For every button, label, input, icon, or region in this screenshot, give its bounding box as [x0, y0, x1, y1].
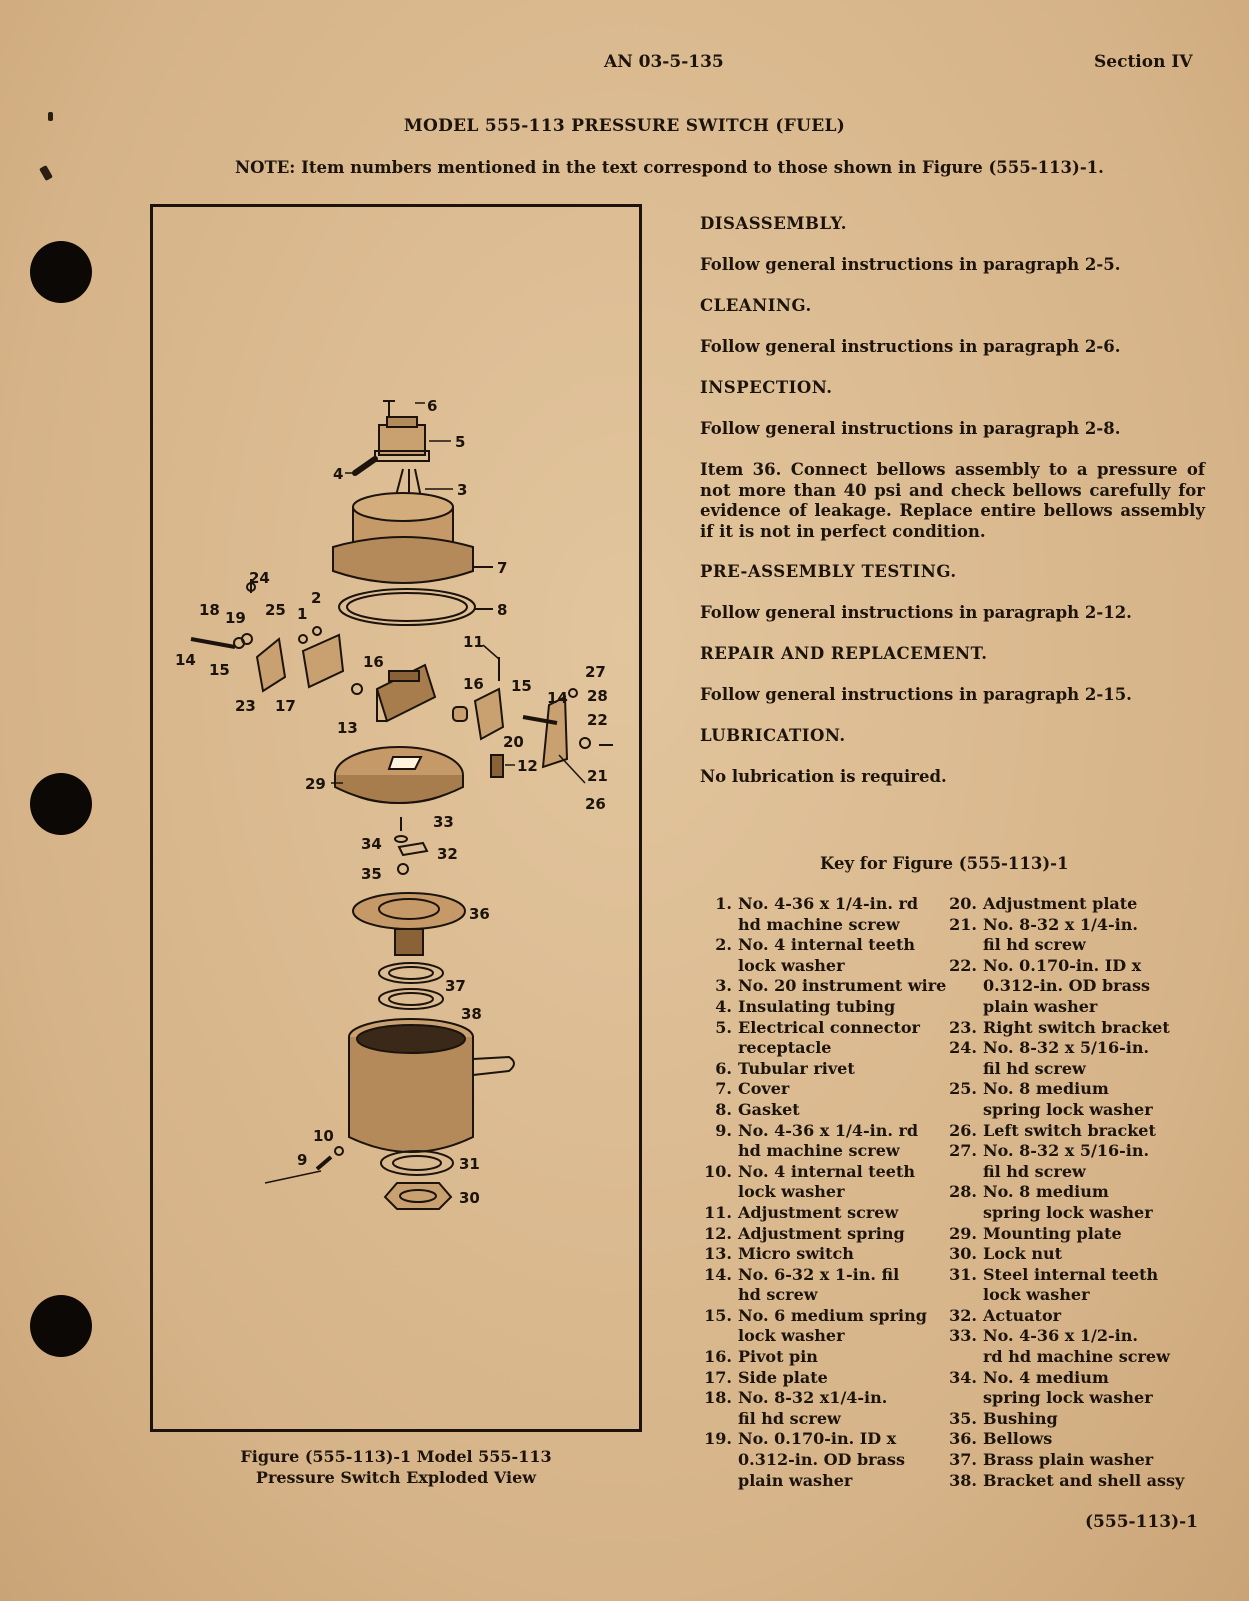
key-item: [935, 1018, 1235, 1039]
key-item-number: 25.: [949, 1079, 977, 1099]
document-number: AN 03-5-135: [604, 52, 724, 72]
key-column-1: [690, 894, 950, 1491]
callout-label: 26: [585, 795, 606, 813]
callout-label: 23: [235, 697, 256, 715]
key-item-description: Bellows: [983, 1429, 1053, 1449]
key-item-number: 17.: [704, 1367, 732, 1387]
callout-label: 28: [587, 687, 608, 705]
key-item-number: 15.: [704, 1305, 732, 1325]
key-item: [690, 1368, 950, 1389]
key-item-description: Adjustment screw: [738, 1202, 899, 1222]
key-item-description: Left switch bracket: [983, 1120, 1156, 1140]
heading-lubrication: LUBRICATION.: [700, 726, 846, 745]
key-item-description: Adjustment spring: [738, 1223, 905, 1243]
key-column-2: [935, 894, 1235, 1491]
key-item-description: No. 20 instrument wire: [738, 976, 947, 996]
callout-label: 27: [585, 663, 606, 681]
heading-inspection: INSPECTION.: [700, 378, 833, 397]
key-item-description: No. 4 medium spring lock washer: [983, 1367, 1153, 1408]
binder-hole: [30, 1295, 92, 1357]
caption-line: Figure (555-113)-1 Model 555-113: [240, 1447, 552, 1466]
callout-label: 8: [497, 601, 508, 619]
key-item: [690, 1059, 950, 1080]
key-item-number: 30.: [949, 1244, 977, 1264]
heading-pre-assembly-testing: PRE-ASSEMBLY TESTING.: [700, 562, 957, 581]
key-item-description: Steel internal teeth lock washer: [983, 1264, 1159, 1305]
key-item: [690, 1347, 950, 1368]
callout-label: 15: [511, 677, 532, 695]
key-item-number: 35.: [949, 1408, 977, 1428]
page-title: MODEL 555-113 PRESSURE SWITCH (FUEL): [403, 116, 846, 136]
key-item-description: Micro switch: [738, 1244, 854, 1264]
callout-label: 15: [209, 661, 230, 679]
callout-label: 34: [361, 835, 382, 853]
callout-label: 21: [587, 767, 608, 785]
key-item: [690, 1079, 950, 1100]
key-item-description: Adjustment plate: [983, 894, 1138, 913]
key-item-description: Lock nut: [983, 1244, 1062, 1264]
key-item-description: Electrical connector receptacle: [738, 1017, 920, 1058]
callout-label: 13: [337, 719, 358, 737]
key-item-number: 16.: [704, 1347, 732, 1367]
key-item-description: Actuator: [983, 1305, 1062, 1325]
key-item: [690, 1429, 950, 1491]
key-item-number: 7.: [715, 1079, 732, 1099]
key-item: [935, 1368, 1235, 1409]
key-item-number: 23.: [949, 1017, 977, 1037]
heading-repair-and-replacement: REPAIR AND REPLACEMENT.: [700, 644, 988, 663]
key-item-description: Tubular rivet: [738, 1058, 855, 1078]
key-item: [935, 1265, 1235, 1306]
callout-label: 5: [455, 433, 466, 451]
callout-label: 30: [459, 1189, 480, 1207]
callout-label: 22: [587, 711, 608, 729]
key-item: [690, 1306, 950, 1347]
key-item-number: 22.: [949, 955, 977, 975]
key-item-description: No. 6-32 x 1-in. fil hd screw: [738, 1264, 900, 1305]
callout-label: 33: [433, 813, 454, 831]
callout-label: 12: [517, 757, 538, 775]
exploded-view-diagram: [153, 207, 639, 1429]
key-item: [935, 1224, 1235, 1245]
key-item-description: No. 8 medium spring lock washer: [983, 1079, 1153, 1119]
key-item-description: No. 0.170-in. ID x 0.312-in. OD brass plain washer: [738, 1429, 905, 1490]
key-item: [935, 1471, 1235, 1492]
key-item-number: 4.: [715, 996, 732, 1016]
key-item-number: 34.: [949, 1367, 977, 1387]
key-item-description: No. 4-36 x 1/4-in. rd hd machine screw: [738, 894, 919, 934]
key-item-number: 20.: [949, 894, 977, 913]
callout-label: 2: [311, 589, 322, 607]
note-line: NOTE: Item numbers mentioned in the text correspond to those shown in Figure (555-113)-1.: [235, 158, 1104, 177]
callout-label: 6: [427, 397, 438, 415]
key-item-description: Right switch bracket: [983, 1017, 1170, 1037]
key-item-number: 8.: [715, 1099, 732, 1119]
key-item: [690, 1203, 950, 1224]
callout-label: 18: [199, 601, 220, 619]
key-item-description: No. 4 internal teeth lock washer: [738, 1161, 915, 1202]
key-item-description: No. 6 medium spring lock washer: [738, 1305, 927, 1346]
callout-label: 35: [361, 865, 382, 883]
key-item-number: 32.: [949, 1305, 977, 1325]
key-item: [935, 915, 1235, 956]
key-item-number: 38.: [949, 1470, 977, 1490]
key-item: [690, 1018, 950, 1059]
heading-cleaning: CLEANING.: [700, 296, 812, 315]
key-item: [935, 1079, 1235, 1120]
key-item-number: 27.: [949, 1141, 977, 1161]
key-item: [935, 1450, 1235, 1471]
key-item-number: 14.: [704, 1264, 732, 1284]
key-item-description: No. 8-32 x1/4-in. fil hd screw: [738, 1388, 888, 1428]
section-label: Section IV: [1094, 52, 1193, 72]
key-item-description: No. 4-36 x 1/4-in. rd hd machine screw: [738, 1120, 919, 1161]
paragraph-inspection: Follow general instructions in paragraph 2-8.: [700, 419, 1121, 438]
caption-line: Pressure Switch Exploded View: [255, 1468, 537, 1487]
callout-label: 10: [313, 1127, 334, 1145]
paragraph-lubrication: No lubrication is required.: [700, 767, 947, 786]
paragraph-pre-assembly-testing: Follow general instructions in paragraph 2-12.: [700, 603, 1132, 622]
key-item-number: 26.: [949, 1120, 977, 1140]
key-item: [690, 1265, 950, 1306]
key-item-description: Pivot pin: [738, 1347, 818, 1367]
key-item: [935, 1038, 1235, 1079]
key-item: [690, 1224, 950, 1245]
key-title: Key for Figure (555-113)-1: [820, 854, 1069, 873]
key-item-description: Bushing: [983, 1408, 1058, 1428]
callout-label: 1: [297, 605, 308, 623]
key-item-description: Mounting plate: [983, 1223, 1122, 1243]
key-item: [935, 894, 1235, 915]
key-item-description: Brass plain washer: [983, 1450, 1154, 1470]
key-item-description: No. 4 internal teeth lock washer: [738, 935, 915, 975]
paragraph-disassembly: Follow general instructions in paragraph 2-5.: [700, 255, 1121, 274]
key-item-description: No. 8-32 x 1/4-in. fil hd screw: [983, 914, 1138, 955]
key-item-number: 10.: [704, 1161, 732, 1181]
key-item: [690, 997, 950, 1018]
callout-label: 19: [225, 609, 246, 627]
key-item: [935, 1429, 1235, 1450]
key-item-description: No. 8 medium spring lock washer: [983, 1182, 1153, 1222]
key-item-description: Bracket and shell assy: [983, 1470, 1185, 1490]
callout-label: 24: [249, 569, 270, 587]
callout-label: 3: [457, 481, 468, 499]
callout-label: 37: [445, 977, 466, 995]
key-item: [690, 1388, 950, 1429]
page-id: (555-113)-1: [1085, 1512, 1198, 1532]
callout-label: 14: [175, 651, 196, 669]
paragraph-repair-and-replacement: Follow general instructions in paragraph 2-15.: [700, 685, 1132, 704]
key-item-number: 3.: [715, 976, 732, 996]
key-item-number: 2.: [715, 935, 732, 955]
key-item-number: 36.: [949, 1429, 977, 1449]
figure-frame: [150, 204, 642, 1432]
key-item-number: 11.: [704, 1202, 732, 1222]
key-item: [690, 1100, 950, 1121]
key-item-number: 13.: [704, 1244, 732, 1264]
callout-label: 16: [363, 653, 384, 671]
key-item-number: 6.: [715, 1058, 732, 1078]
callout-label: 29: [305, 775, 326, 793]
key-item: [935, 1306, 1235, 1327]
key-item: [690, 1244, 950, 1265]
key-item-description: Cover: [738, 1079, 790, 1099]
callout-label: 17: [275, 697, 296, 715]
callout-label: 20: [503, 733, 524, 751]
callout-label: 9: [297, 1151, 308, 1169]
key-item-number: 31.: [949, 1264, 977, 1284]
key-item: [935, 1326, 1235, 1367]
callout-label: 38: [461, 1005, 482, 1023]
key-item-description: Side plate: [738, 1367, 828, 1387]
key-item-number: 28.: [949, 1182, 977, 1202]
key-item: [690, 1121, 950, 1162]
key-item: [935, 956, 1235, 1018]
key-item-description: Insulating tubing: [738, 996, 896, 1016]
key-item-number: 29.: [949, 1223, 977, 1243]
key-item: [935, 1409, 1235, 1430]
key-item: [935, 1182, 1235, 1223]
key-item: [690, 976, 950, 997]
callout-label: 4: [333, 465, 344, 483]
key-item: [690, 935, 950, 976]
callout-label: 11: [463, 633, 484, 651]
key-item-number: 19.: [704, 1429, 732, 1449]
callout-label: 14: [547, 689, 568, 707]
key-item-description: No. 0.170-in. ID x 0.312-in. OD brass plain washer: [983, 955, 1150, 1016]
callout-label: 16: [463, 675, 484, 693]
key-item-number: 12.: [704, 1223, 732, 1243]
paragraph-cleaning: Follow general instructions in paragraph 2-6.: [700, 337, 1121, 356]
drawing-parts: [191, 401, 613, 1209]
key-item-number: 1.: [715, 894, 732, 913]
key-item: [935, 1121, 1235, 1142]
binder-hole: [30, 241, 92, 303]
callout-label: 32: [437, 845, 458, 863]
key-item-number: 18.: [704, 1388, 732, 1408]
key-item-number: 37.: [949, 1450, 977, 1470]
key-item: [690, 894, 950, 935]
key-item-number: 21.: [949, 914, 977, 934]
callout-label: 25: [265, 601, 286, 619]
figure-caption: [150, 1446, 642, 1488]
key-item-description: No. 8-32 x 5/16-in. fil hd screw: [983, 1141, 1150, 1181]
key-item-description: Gasket: [738, 1099, 800, 1119]
key-item-description: No. 4-36 x 1/2-in. rd hd machine screw: [983, 1326, 1170, 1367]
callout-label: 31: [459, 1155, 480, 1173]
key-item-number: 33.: [949, 1326, 977, 1346]
callout-label: 36: [469, 905, 490, 923]
key-item-number: 24.: [949, 1038, 977, 1058]
heading-disassembly: DISASSEMBLY.: [700, 214, 847, 233]
key-item: [935, 1244, 1235, 1265]
key-item-number: 9.: [715, 1120, 732, 1140]
key-item: [935, 1141, 1235, 1182]
paragraph-item-36: Item 36. Connect bellows assembly to a pressure of not more than 40 psi and check bellows carefully for evidence of leakage. Replace entire bellows assembly if it is not in perfect condition.: [700, 460, 1205, 541]
key-item-description: No. 8-32 x 5/16-in. fil hd screw: [983, 1038, 1150, 1078]
key-item: [690, 1162, 950, 1203]
key-item-number: 5.: [715, 1017, 732, 1037]
callout-label: 7: [497, 559, 508, 577]
binder-hole: [30, 773, 92, 835]
